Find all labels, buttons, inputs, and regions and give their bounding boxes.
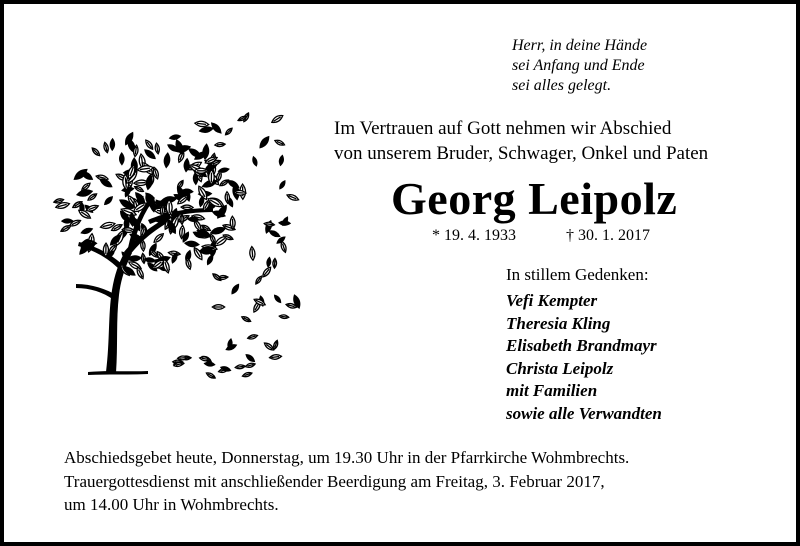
leaf-shape — [225, 192, 230, 204]
death-date: † 30. 1. 2017 — [566, 227, 650, 244]
leaf-shape — [271, 114, 284, 125]
leaf-shape — [143, 148, 156, 160]
leaf-shape — [215, 142, 226, 147]
leaf-shape — [252, 156, 258, 166]
leaf-shape — [249, 246, 255, 260]
leaf-shape — [219, 178, 230, 187]
motto-line: sei Anfang und Ende — [512, 57, 645, 74]
leaf-shape — [62, 219, 73, 223]
leaf-shape — [144, 139, 154, 151]
leaf-shape — [202, 144, 209, 159]
mourner-name: sowie alle Verwandten — [506, 403, 662, 423]
leaf-shape — [273, 294, 282, 303]
leaf-shape — [110, 139, 115, 150]
intro-line-2: von unserem Bruder, Schwager, Onkel und Paten — [334, 143, 709, 164]
leaf-shape — [206, 371, 217, 379]
leaf-shape — [235, 364, 245, 369]
mourner-name: Theresia Kling — [506, 313, 611, 333]
leaf-shape — [273, 258, 277, 268]
leaf-shape — [224, 127, 233, 136]
leaf-shape — [180, 214, 184, 224]
leaf-shape — [144, 257, 155, 263]
leaf-shape — [258, 135, 271, 149]
leaf-shape — [247, 334, 258, 341]
intro-line-1: Im Vertrauen auf Gott nehmen wir Abschied — [334, 118, 672, 139]
motto-line: Herr, in deine Hände — [512, 37, 648, 54]
leaf-shape — [254, 275, 262, 285]
leaf-shape — [245, 362, 256, 368]
leaf-shape — [169, 134, 180, 140]
funeral-service-info: Trauergottesdienst mit anschließender Beerdigung am Freitag, 3. Februar 2017, — [64, 471, 605, 491]
mourner-name: mit Familien — [506, 381, 598, 401]
leaf-shape — [212, 305, 224, 310]
leaf-shape — [181, 205, 193, 210]
leaf-shape — [268, 229, 280, 238]
leaf-shape — [185, 257, 192, 270]
deceased-name: Georg Leipolz — [391, 173, 678, 224]
mourners-list — [506, 290, 662, 426]
leaf-shape — [274, 139, 285, 147]
leaf-shape — [279, 314, 289, 319]
leaf-shape — [279, 180, 287, 190]
leaf-shape — [242, 371, 253, 378]
leaf-shape — [230, 283, 240, 294]
leaf-shape — [272, 340, 278, 350]
leaf-shape — [103, 142, 109, 153]
leaf-shape — [140, 240, 145, 252]
leaf-shape — [210, 226, 226, 236]
mourner-name: Vefi Kempter — [506, 291, 598, 310]
windblown-tree-illustration — [48, 100, 308, 390]
leaf-shape — [164, 153, 171, 168]
farewell-prayer-info: Abschiedsgebet heute, Donnerstag, um 19.30 Uhr in der Pfarrkirche Wohmbrechts. — [64, 448, 630, 467]
leaf-shape — [264, 222, 275, 227]
leaf-shape — [261, 266, 272, 279]
farewell-intro — [334, 116, 708, 166]
leaf-shape — [280, 241, 288, 253]
leaf-shape — [204, 362, 214, 367]
memory-label: In stillem Gedenken: — [506, 265, 649, 284]
leaf-shape — [194, 168, 208, 173]
funeral-time-info: um 14.00 Uhr in Wohmbrechts. — [64, 495, 279, 514]
leaf-shape — [215, 171, 222, 183]
leaf-shape — [241, 315, 252, 323]
leaf-shape — [85, 204, 99, 213]
leaf-shape — [153, 232, 165, 244]
mourner-name: Elisabeth Brandmayr — [506, 336, 657, 356]
leaf-shape — [209, 233, 216, 244]
motto-line: sei alles gelegt. — [512, 77, 612, 94]
mourner-name: Christa Leipolz — [506, 358, 614, 378]
leaf-shape — [225, 343, 237, 351]
leaf-shape — [199, 356, 209, 361]
life-dates — [432, 226, 650, 246]
leaf-shape — [195, 121, 209, 128]
leaf-shape — [81, 227, 93, 235]
leaf-shape — [134, 185, 145, 193]
birth-date: * 19. 4. 1933 — [432, 227, 516, 244]
leaf-shape — [279, 155, 285, 165]
leaf-shape — [266, 257, 271, 267]
leaf-shape — [208, 170, 214, 185]
leaf-shape — [279, 221, 290, 226]
leaf-shape — [103, 195, 113, 205]
leaf-shape — [154, 143, 160, 154]
bible-verse-motto — [512, 36, 647, 96]
leaf-shape — [286, 193, 299, 202]
leaf-shape — [91, 147, 101, 157]
leaf-shape — [120, 153, 124, 164]
service-information — [64, 446, 629, 517]
leaf-shape — [245, 353, 256, 363]
leaf-shape — [206, 254, 214, 265]
leaf-shape — [185, 241, 199, 248]
leaf-shape — [269, 354, 282, 360]
